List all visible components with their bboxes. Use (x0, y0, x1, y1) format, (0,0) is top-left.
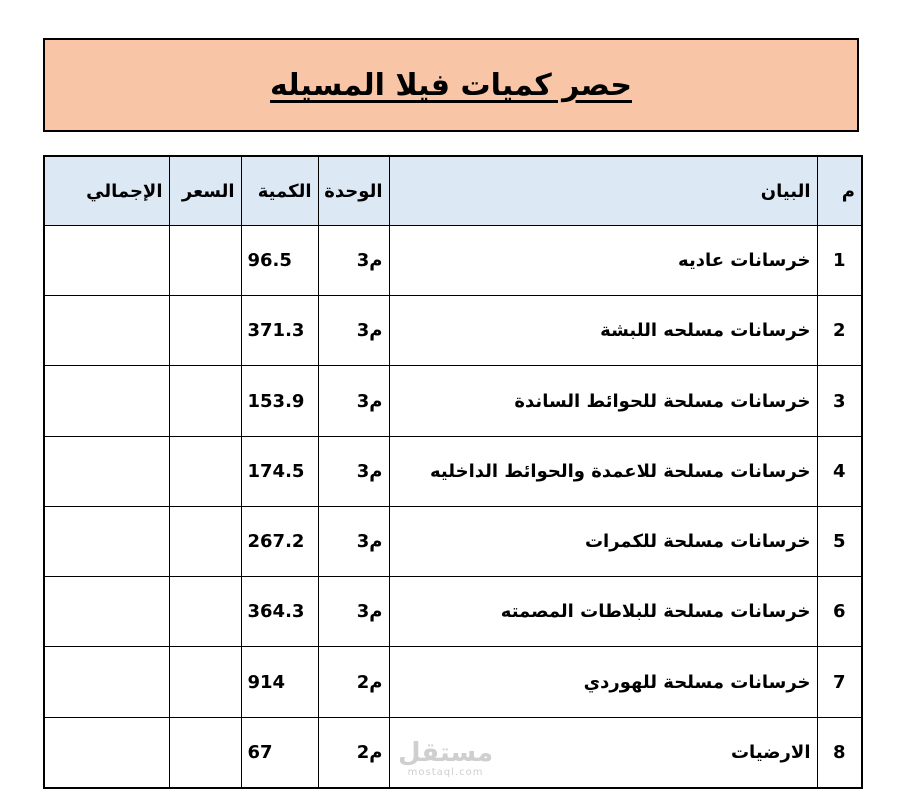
row-description: خرسانات مسلحة للاعمدة والحوائط الداخليه (389, 436, 817, 506)
row-price (169, 577, 241, 647)
row-price (169, 366, 241, 436)
row-quantity: 267.2 (241, 506, 318, 576)
table-row (44, 647, 862, 717)
table-row (44, 366, 862, 436)
header-price: السعر (169, 156, 241, 226)
row-price (169, 506, 241, 576)
row-no: 3 (817, 366, 862, 436)
quantities-table (43, 155, 863, 789)
row-no: 6 (817, 577, 862, 647)
row-quantity: 364.3 (241, 577, 318, 647)
row-description: خرسانات مسلحة للبلاطات المصمته (389, 577, 817, 647)
header-no: م (817, 156, 862, 226)
row-price (169, 717, 241, 788)
row-total (44, 717, 169, 788)
row-total (44, 647, 169, 717)
row-price (169, 226, 241, 296)
watermark-text: مستقل (398, 738, 494, 768)
row-description: الارضيات (389, 717, 817, 788)
row-description: خرسانات مسلحة للهوردي (389, 647, 817, 717)
row-unit: م3 (318, 296, 389, 366)
row-no: 4 (817, 436, 862, 506)
row-no: 8 (817, 717, 862, 788)
watermark-logo (398, 740, 493, 778)
table-row (44, 296, 862, 366)
row-total (44, 506, 169, 576)
row-unit: م3 (318, 436, 389, 506)
row-total (44, 436, 169, 506)
header-quantity: الكمية (241, 156, 318, 226)
row-description: خرسانات مسلحة للكمرات (389, 506, 817, 576)
row-unit: م3 (318, 577, 389, 647)
row-price (169, 436, 241, 506)
row-total (44, 226, 169, 296)
row-quantity: 174.5 (241, 436, 318, 506)
row-no: 7 (817, 647, 862, 717)
row-quantity: 153.9 (241, 366, 318, 436)
table-row (44, 506, 862, 576)
header-description: البيان (389, 156, 817, 226)
table-header-row (44, 156, 862, 226)
row-total (44, 366, 169, 436)
table-row (44, 436, 862, 506)
row-description: خرسانات مسلحة للحوائط الساندة (389, 366, 817, 436)
row-quantity: 96.5 (241, 226, 318, 296)
row-unit: م3 (318, 506, 389, 576)
row-description: خرسانات عاديه (389, 226, 817, 296)
watermark-domain: mostaql.com (407, 767, 484, 778)
row-quantity: 914 (241, 647, 318, 717)
header-total: الإجمالي (44, 156, 169, 226)
page-title: حصر كميات فيلا المسيله (270, 67, 632, 103)
row-no: 1 (817, 226, 862, 296)
header-unit: الوحدة (318, 156, 389, 226)
row-description: خرسانات مسلحه اللبشة (389, 296, 817, 366)
table-row (44, 226, 862, 296)
row-quantity: 67 (241, 717, 318, 788)
row-price (169, 296, 241, 366)
row-no: 5 (817, 506, 862, 576)
row-total (44, 296, 169, 366)
row-quantity: 371.3 (241, 296, 318, 366)
row-no: 2 (817, 296, 862, 366)
row-price (169, 647, 241, 717)
row-unit: م2 (318, 647, 389, 717)
row-unit: م2 (318, 717, 389, 788)
table-row (44, 577, 862, 647)
row-total (44, 577, 169, 647)
row-unit: م3 (318, 366, 389, 436)
title-banner (43, 38, 859, 132)
row-unit: م3 (318, 226, 389, 296)
